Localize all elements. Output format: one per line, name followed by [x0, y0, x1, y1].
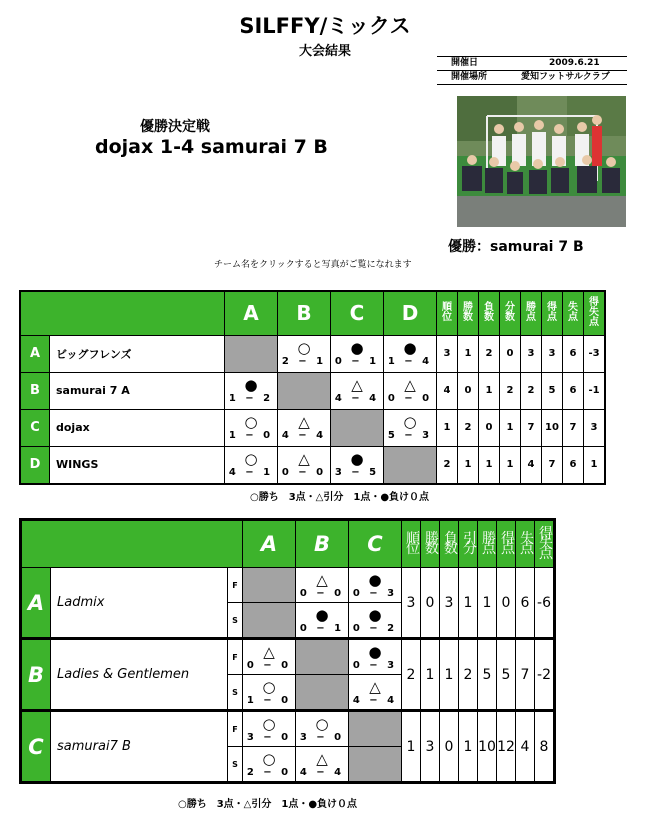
- team-name-link[interactable]: dojax: [50, 409, 225, 446]
- match-result-cell: [296, 603, 349, 639]
- half-label: S: [228, 675, 243, 711]
- table2-stat-header: 勝数: [421, 520, 440, 568]
- team-letter: B: [21, 639, 51, 711]
- match-result-cell: [243, 675, 296, 711]
- table2-col-header: C: [349, 520, 402, 568]
- stat-value: 4: [521, 446, 542, 484]
- result-symbol: △: [404, 376, 416, 394]
- result-symbol: ○: [262, 714, 276, 733]
- result-symbol: △: [369, 677, 381, 696]
- stat-value: 0: [500, 335, 521, 372]
- match-result-cell: [243, 711, 296, 747]
- stat-value: 0: [458, 372, 479, 409]
- team-name-link[interactable]: WINGS: [50, 446, 225, 484]
- match-score: 1 − 2: [228, 393, 274, 404]
- match-result-cell: [384, 335, 437, 372]
- result-symbol: △: [316, 749, 328, 768]
- table1-stat-header: 順位: [437, 291, 458, 335]
- team-name-link[interactable]: samurai 7 A: [50, 372, 225, 409]
- match-score: 3 − 0: [299, 731, 345, 743]
- self-match-cell: [243, 603, 296, 639]
- result-symbol: ●: [315, 605, 329, 624]
- table2-stat-header: 得点: [497, 520, 516, 568]
- match-result-cell: [225, 409, 278, 446]
- match-score: 0 − 0: [387, 393, 433, 404]
- result-symbol: ●: [368, 570, 382, 589]
- match-score: 5 − 3: [387, 430, 433, 441]
- result-symbol: ○: [297, 339, 311, 357]
- table2-stat-header: 引分: [459, 520, 478, 568]
- table2-col-header: A: [243, 520, 296, 568]
- stat-value: 0: [479, 409, 500, 446]
- table2-header-row: [21, 520, 555, 568]
- stat-value: 3: [584, 409, 606, 446]
- result-symbol: ○: [262, 677, 276, 696]
- date-value: 2009.6.21: [549, 58, 600, 68]
- half-label: F: [228, 711, 243, 747]
- stat-value: 2: [458, 409, 479, 446]
- match-score: 0 − 3: [352, 587, 398, 599]
- stat-value: 3: [542, 335, 563, 372]
- match-score: 4 − 4: [334, 393, 380, 404]
- match-result-cell: [384, 372, 437, 409]
- self-match-cell: [296, 675, 349, 711]
- match-score: 0 − 2: [352, 622, 398, 634]
- match-result-cell: [225, 446, 278, 484]
- stat-value: 7: [521, 409, 542, 446]
- page-subtitle: 大会結果: [298, 44, 351, 59]
- match-score: 3 − 5: [334, 467, 380, 478]
- result-symbol: ●: [244, 376, 258, 394]
- table1-stat-header: 分数: [500, 291, 521, 335]
- stat-value: 1: [500, 446, 521, 484]
- stat-value: 4: [516, 711, 535, 783]
- stat-value: 1: [584, 446, 606, 484]
- match-result-cell: [243, 639, 296, 675]
- stat-value: 6: [516, 568, 535, 639]
- result-symbol: ●: [403, 339, 417, 357]
- team-letter: A: [20, 335, 50, 372]
- result-symbol: ○: [262, 749, 276, 768]
- result-symbol: △: [298, 450, 310, 468]
- table1-row: [20, 372, 605, 409]
- page-title: SILFFY/ミックス: [239, 14, 411, 38]
- result-symbol: ●: [368, 642, 382, 661]
- table2-stat-header: 負数: [440, 520, 459, 568]
- stat-value: 7: [563, 409, 584, 446]
- result-symbol: ●: [350, 339, 364, 357]
- table1-header-row: [20, 291, 605, 335]
- table1-stat-header: 勝数: [458, 291, 479, 335]
- match-result-cell: [331, 372, 384, 409]
- stat-value: 4: [437, 372, 458, 409]
- match-score: 0 − 1: [334, 356, 380, 367]
- table1-header-blank: [20, 291, 225, 335]
- table2-row: [21, 568, 555, 603]
- stat-value: 2: [437, 446, 458, 484]
- match-score: 1 − 0: [228, 430, 274, 441]
- match-score: 2 − 1: [281, 356, 327, 367]
- match-score: 3 − 0: [246, 731, 292, 743]
- table1-row: [20, 409, 605, 446]
- table1-col-header: D: [384, 291, 437, 335]
- match-result-cell: [296, 711, 349, 747]
- match-result-cell: [349, 675, 402, 711]
- match-result-cell: [349, 603, 402, 639]
- stat-value: 1: [479, 372, 500, 409]
- table2-legend: ○勝ち 3点・△引分 1点・●負け０点: [178, 799, 358, 810]
- stat-value: 1: [437, 409, 458, 446]
- result-symbol: ●: [368, 605, 382, 624]
- match-result-cell: [349, 639, 402, 675]
- stat-value: 3: [440, 568, 459, 639]
- stat-value: 2: [521, 372, 542, 409]
- venue-value: 愛知フットサルクラブ: [521, 72, 610, 82]
- match-score: 0 − 0: [281, 467, 327, 478]
- match-result-cell: [225, 372, 278, 409]
- result-symbol: ●: [350, 450, 364, 468]
- stat-value: 7: [516, 639, 535, 711]
- match-score: 4 − 4: [299, 766, 345, 778]
- stat-value: 6: [563, 372, 584, 409]
- team-letter: A: [21, 568, 51, 639]
- self-match-cell: [349, 711, 402, 747]
- match-result-cell: [384, 409, 437, 446]
- stat-value: 0: [421, 568, 440, 639]
- match-score: 4 − 4: [281, 430, 327, 441]
- table1-row: [20, 446, 605, 484]
- venue-label: 開催場所: [451, 72, 488, 82]
- stat-value: 0: [440, 711, 459, 783]
- click-note: チーム名をクリックすると写真がご覧になれます: [214, 260, 412, 270]
- match-result-cell: [278, 446, 331, 484]
- league-table-1: [19, 290, 606, 485]
- stat-value: 10: [478, 711, 497, 783]
- final-label: 優勝決定戦: [140, 119, 210, 135]
- result-symbol: △: [351, 376, 363, 394]
- match-result-cell: [278, 335, 331, 372]
- match-result-cell: [331, 335, 384, 372]
- match-score: 0 − 0: [299, 587, 345, 599]
- event-info: [437, 56, 627, 85]
- final-score: dojax 1-4 samurai 7 B: [95, 136, 328, 158]
- stat-value: 1: [500, 409, 521, 446]
- self-match-cell: [243, 568, 296, 603]
- stat-value: 6: [563, 446, 584, 484]
- half-label: S: [228, 747, 243, 783]
- stat-value: 2: [500, 372, 521, 409]
- table2-header-blank: [21, 520, 243, 568]
- self-match-cell: [278, 372, 331, 409]
- table2-stat-header: 得失点: [535, 520, 555, 568]
- team-name-link[interactable]: Ladies & Gentlemen: [51, 639, 228, 711]
- date-label: 開催日: [451, 58, 479, 68]
- self-match-cell: [331, 409, 384, 446]
- table1-legend: ○勝ち 3点・△引分 1点・●負け０点: [250, 492, 430, 503]
- result-symbol: ○: [244, 450, 258, 468]
- stat-value: 1: [458, 335, 479, 372]
- match-score: 2 − 0: [246, 766, 292, 778]
- league-table-2: [19, 518, 556, 784]
- stat-value: 1: [478, 568, 497, 639]
- table2-stat-header: 失点: [516, 520, 535, 568]
- stat-value: 5: [497, 639, 516, 711]
- match-score: 0 − 0: [246, 659, 292, 671]
- team-letter: C: [20, 409, 50, 446]
- result-symbol: ○: [244, 413, 258, 431]
- stat-value: 1: [402, 711, 421, 783]
- table1-stat-header: 得点: [542, 291, 563, 335]
- result-symbol: △: [263, 642, 275, 661]
- team-name-link[interactable]: samurai7 B: [51, 711, 228, 783]
- match-result-cell: [296, 747, 349, 783]
- self-match-cell: [296, 639, 349, 675]
- stat-value: 5: [542, 372, 563, 409]
- self-match-cell: [225, 335, 278, 372]
- table2-col-header: B: [296, 520, 349, 568]
- match-score: 0 − 1: [299, 622, 345, 634]
- stat-value: 6: [563, 335, 584, 372]
- table2-stat-header: 勝点: [478, 520, 497, 568]
- team-letter: B: [20, 372, 50, 409]
- stat-value: 7: [542, 446, 563, 484]
- stat-value: 1: [459, 711, 478, 783]
- half-label: F: [228, 639, 243, 675]
- match-result-cell: [331, 446, 384, 484]
- stat-value: 12: [497, 711, 516, 783]
- result-symbol: ○: [315, 714, 329, 733]
- table1-col-header: B: [278, 291, 331, 335]
- stat-value: 1: [458, 446, 479, 484]
- table1-stat-header: 勝点: [521, 291, 542, 335]
- stat-value: 1: [459, 568, 478, 639]
- table1-col-header: C: [331, 291, 384, 335]
- table2-row: [21, 639, 555, 675]
- stat-value: 10: [542, 409, 563, 446]
- self-match-cell: [349, 747, 402, 783]
- team-name-link[interactable]: Ladmix: [51, 568, 228, 639]
- team-letter: D: [20, 446, 50, 484]
- stat-value: 8: [535, 711, 555, 783]
- result-symbol: ○: [403, 413, 417, 431]
- stat-value: 2: [459, 639, 478, 711]
- stat-value: 1: [421, 639, 440, 711]
- team-letter: C: [21, 711, 51, 783]
- table1-row: [20, 335, 605, 372]
- stat-value: 2: [402, 639, 421, 711]
- match-score: 1 − 0: [246, 694, 292, 706]
- stat-value: -1: [584, 372, 606, 409]
- match-score: 0 − 3: [352, 659, 398, 671]
- self-match-cell: [384, 446, 437, 484]
- table1-stat-header: 失点: [563, 291, 584, 335]
- stat-value: -3: [584, 335, 606, 372]
- table2-stat-header: 順位: [402, 520, 421, 568]
- result-symbol: △: [316, 570, 328, 589]
- match-result-cell: [243, 747, 296, 783]
- stat-value: 1: [479, 446, 500, 484]
- match-score: 1 − 4: [387, 356, 433, 367]
- result-symbol: △: [298, 413, 310, 431]
- stat-value: 2: [479, 335, 500, 372]
- half-label: S: [228, 603, 243, 639]
- stat-value: 3: [402, 568, 421, 639]
- stat-value: 3: [437, 335, 458, 372]
- match-score: 4 − 1: [228, 467, 274, 478]
- match-score: 4 − 4: [352, 694, 398, 706]
- stat-value: -6: [535, 568, 555, 639]
- match-result-cell: [278, 409, 331, 446]
- stat-value: 1: [440, 639, 459, 711]
- table1-col-header: A: [225, 291, 278, 335]
- team-photo[interactable]: [457, 96, 626, 227]
- team-photo-image: [457, 96, 626, 227]
- stat-value: 0: [497, 568, 516, 639]
- champion-text: 優勝：samurai 7 B: [448, 239, 584, 255]
- match-result-cell: [296, 568, 349, 603]
- table1-stat-header: 得失点: [584, 291, 606, 335]
- team-name-link[interactable]: ビッグフレンズ: [50, 335, 225, 372]
- stat-value: 5: [478, 639, 497, 711]
- table1-stat-header: 負数: [479, 291, 500, 335]
- stat-value: 3: [421, 711, 440, 783]
- match-result-cell: [349, 568, 402, 603]
- stat-value: -2: [535, 639, 555, 711]
- half-label: F: [228, 568, 243, 603]
- table2-row: [21, 711, 555, 747]
- stat-value: 3: [521, 335, 542, 372]
